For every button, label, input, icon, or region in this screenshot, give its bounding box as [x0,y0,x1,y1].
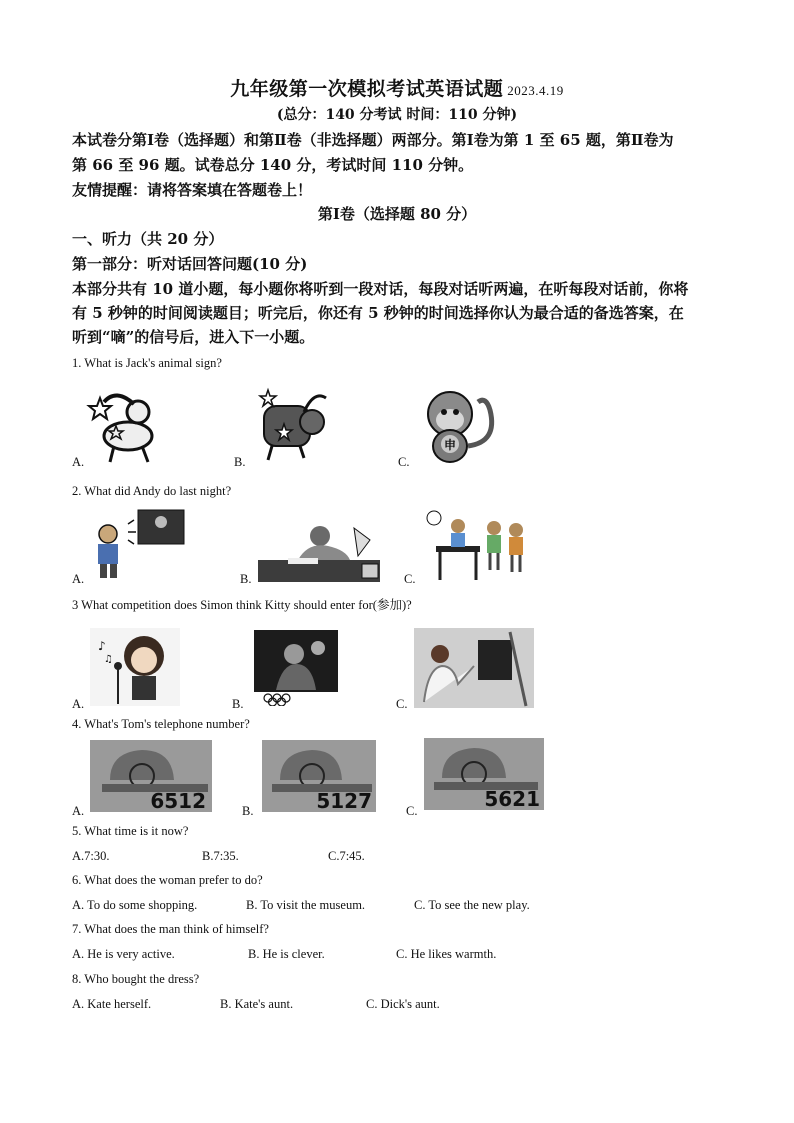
question-6: 6. What does the woman prefer to do? [72,873,263,887]
player-head [284,644,304,664]
q8-option-b: B. Kate's aunt. [220,997,294,1011]
student-head [310,526,330,546]
instruction-line-3: 听到“嘀”的信号后，进入下一小题。 [72,328,315,346]
q2-option-b: B. [240,572,252,586]
intro-line-1: 本试卷分第Ⅰ卷（选择题）和第Ⅱ卷（非选择题）两部分。第Ⅰ卷为第 1 至 65 题，第Ⅱ卷为 [72,131,674,149]
part-heading: 第一部分：听对话回答问题(10 分) [72,255,308,273]
question-4: 4. What's Tom's telephone number? [72,717,250,731]
exam-title [0,74,794,101]
q5-option-b: B.7:35. [202,849,239,863]
title-text: 九年级第一次模拟考试英语试题 [230,78,504,100]
q5-option-c: C.7:45. [328,849,365,863]
instruction-line-2: 有 5 秒钟的时间阅读题目；听完后，你还有 5 秒钟的时间选择你认为最合适的备选答案，在 [72,304,684,322]
question-5: 5. What time is it now? [72,824,189,838]
q8-option-c: C. Dick's aunt. [366,997,440,1011]
q1-option-a: A. [72,455,85,469]
q1-option-b: B. [234,455,246,469]
singer-face [131,647,157,673]
loud-music-image [88,504,188,582]
goat-head [127,401,149,423]
paddle-icon [311,641,325,655]
q7-option-c: C. He likes warmth. [396,947,497,961]
intro-line-2: 第 66 至 96 题。试卷总分 140 分，考试时间 110 分钟。 [72,156,474,174]
canvas-board [478,640,512,680]
boy-shirt [98,544,118,564]
q4-option-c: C. [406,804,418,818]
reminder: 友情提醒：请将答案填在答题卷上！ [72,181,313,199]
exam-subtitle: (总分：140 分考试 时间：110 分钟) [276,107,518,123]
table-tennis-image [254,630,338,706]
q6-option-a: A. To do some shopping. [72,898,198,912]
phone-image-b [262,740,376,812]
goat-horn [104,395,134,404]
volume-heading: 第Ⅰ卷（选择题 80 分） [317,205,477,223]
boy-head [99,525,117,543]
q5-option-a: A.7:30. [72,849,110,863]
q2-option-c: C. [404,572,416,586]
q7-option-b: B. He is clever. [248,947,325,961]
star-icon [89,398,111,419]
question-8: 8. Who bought the dress? [72,972,200,986]
q7-option-a: A. He is very active. [72,947,175,961]
q2-option-a: A. [72,572,85,586]
goat-image [86,386,162,466]
ox-image [254,384,332,464]
q3-option-b: B. [232,697,244,711]
section-heading: 一、听力（共 20 分） [72,230,224,248]
question-7: 7. What does the man think of himself? [72,922,269,936]
student-body [298,545,350,560]
music-note-icon: ♪ [98,639,106,653]
star-icon [260,390,276,406]
svg-text:♫: ♫ [104,654,113,665]
painter-head [431,645,449,663]
q4-option-b: B. [242,804,254,818]
phone-image-a [90,740,212,812]
q4-option-a: A. [72,804,85,818]
question-2: 2. What did Andy do last night? [72,484,232,498]
singer-dress [132,676,156,700]
monkey-image [414,386,502,466]
q8-option-a: A. Kate herself. [72,997,152,1011]
question-1: 1. What is Jack's animal sign? [72,356,222,370]
singer-image [90,628,180,706]
q1-option-c: C. [398,455,410,469]
ox-head [300,410,324,434]
q3-option-a: A. [72,697,85,711]
q6-option-b: B. To visit the museum. [246,898,366,912]
study-image [258,520,380,582]
phone-image-c [424,738,544,810]
phone-number-a: 6512 [150,789,206,812]
lightbulb-icon [427,511,441,525]
painter-image [414,628,534,708]
question-3: 3 What competition does Simon think Kitty should enter for(参加)? [72,598,412,612]
helping-image [424,508,532,582]
q6-option-c: C. To see the new play. [414,898,530,912]
phone-number-c: 5621 [484,787,540,810]
instruction-line-1: 本部分共有 10 道小题，每小题你将听到一段对话，每段对话听两遍，在听每段对话前，你将 [72,280,689,298]
phone-number-b: 5127 [316,789,372,812]
q1-glyph: 申 [443,438,457,452]
exam-date: 2023.4.19 [507,83,564,98]
q3-option-c: C. [396,697,408,711]
microphone-icon [114,662,122,670]
goat-body [104,422,152,450]
